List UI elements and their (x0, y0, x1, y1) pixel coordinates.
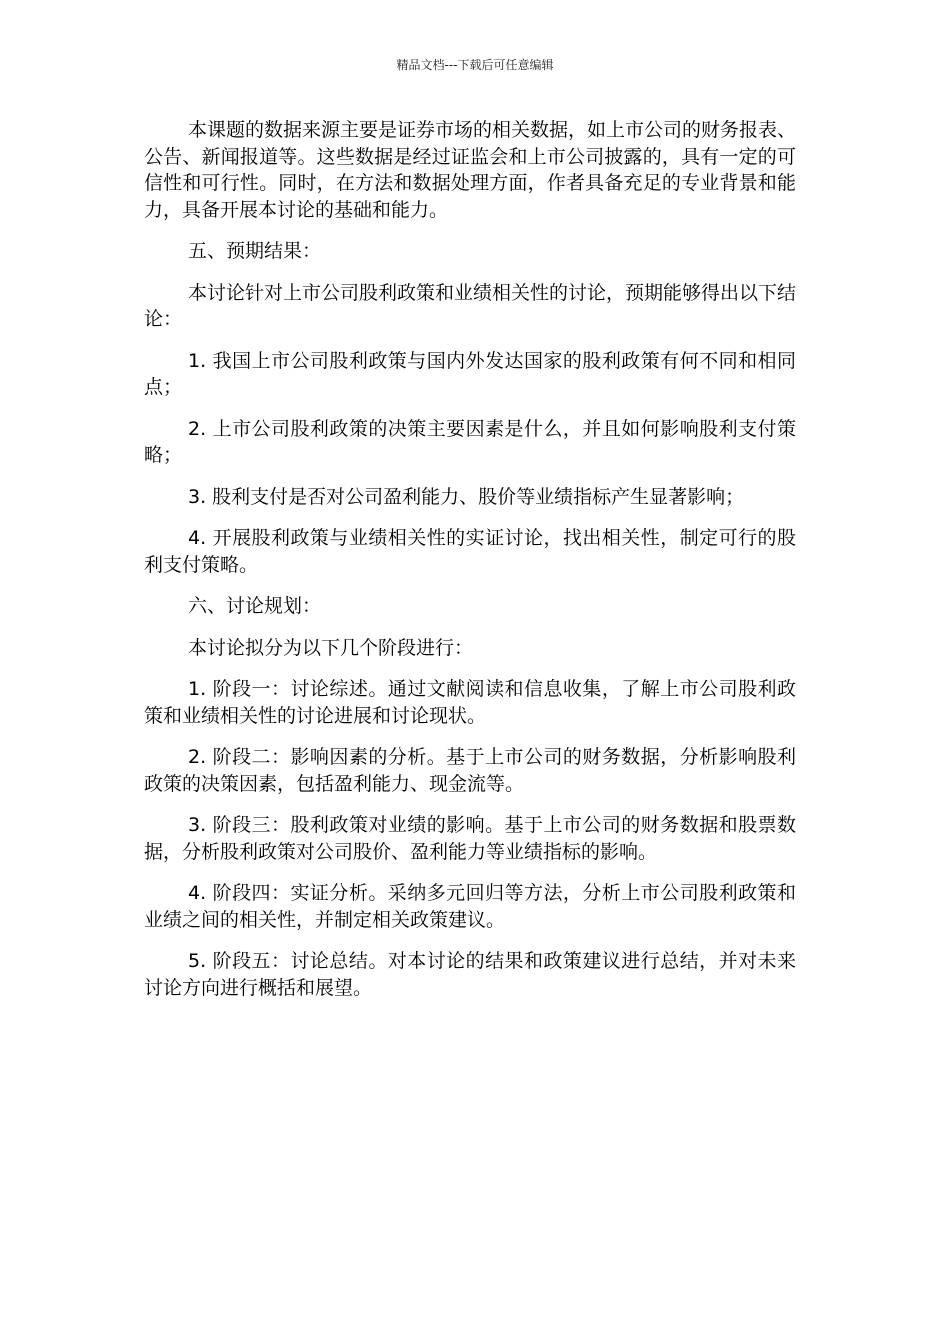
list-item: 4. 开展股利政策与业绩相关性的实证讨论，找出相关性，制定可行的股利支付策略。 (144, 527, 796, 576)
paragraph-data-source: 本课题的数据来源主要是证券市场的相关数据，如上市公司的财务报表、公告、新闻报道等。这些数据是经过证监会和上市公司披露的，具有一定的可信性和可行性。同时，在方法和数据处理方面，作者具备充足的专业背景和能力，具备开展本讨论的基础和能力。 (144, 119, 797, 221)
list-item: 4. 阶段四：实证分析。采纳多元回归等方法，分析上市公司股利政策和业绩之间的相关性，并制定相关政策建议。 (144, 882, 796, 931)
list-item: 5. 阶段五：讨论总结。对本讨论的结果和政策建议进行总结，并对未来讨论方向进行概括和展望。 (144, 950, 796, 999)
list-item: 1. 阶段一：讨论综述。通过文献阅读和信息收集，了解上市公司股利政策和业绩相关性的讨论进展和讨论现状。 (144, 678, 796, 727)
list-item: 3. 阶段三：股利政策对业绩的影响。基于上市公司的财务数据和股票数据，分析股利政策对公司股价、盈利能力等业绩指标的影响。 (144, 814, 796, 863)
document-body (144, 117, 796, 1016)
list-item: 1. 我国上市公司股利政策与国内外发达国家的股利政策有何不同和相同点； (144, 349, 796, 398)
heading-research-plan: 六、讨论规划： (188, 595, 322, 617)
list-item: 2. 上市公司股利政策的决策主要因素是什么，并且如何影响股利支付策略； (144, 417, 796, 466)
heading-expected-results: 五、预期结果： (188, 240, 322, 262)
paragraph-plan-intro: 本讨论拟分为以下几个阶段进行： (188, 636, 474, 659)
list-item: 3. 股利支付是否对公司盈利能力、股价等业绩指标产生显著影响； (188, 485, 745, 508)
page-header: 精品文档---下载后可任意编辑 (396, 58, 554, 72)
paragraph-expected-intro: 本讨论针对上市公司股利政策和业绩相关性的讨论，预期能够得出以下结论： (144, 281, 797, 330)
list-item: 2. 阶段二：影响因素的分析。基于上市公司的财务数据，分析影响股利政策的决策因素，包括盈利能力、现金流等。 (144, 746, 796, 795)
